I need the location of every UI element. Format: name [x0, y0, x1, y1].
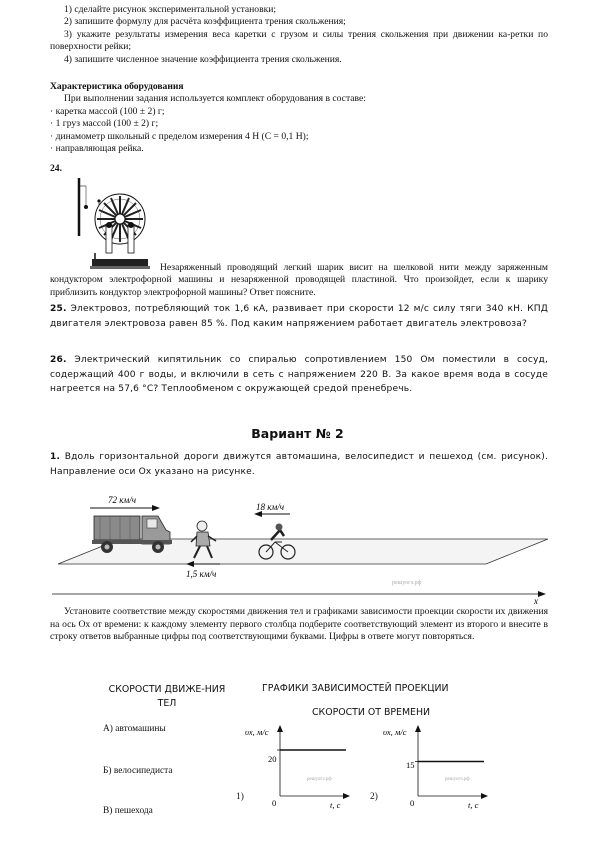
graph-2-watermark: решуогэ.рф	[445, 777, 470, 782]
graph-1-xlabel: t, с	[330, 800, 341, 810]
q24-text-body: Незаряженный проводящий легкий шарик висит на шелковой нити между заряженным кондуктором электрофорной машины и незаряженной проводящей пластиной. Что произойдет, если к шарику приблизить кондуктор электрофорной машины? Ответ поясните.	[50, 262, 548, 298]
task-item-1: 1) сделайте рисунок экспериментальной установки;	[64, 4, 277, 15]
q25-text: Электровоз, потребляющий ток 1,6 кА, развивает при скорости 12 м/с силу тяги 340 кН. КПД двигателя электровоза равен 85 %. Под каким напряжением работает двигатель электровоза?	[50, 304, 548, 329]
equipment-item: · каретка массой (100 ± 2) г;	[50, 105, 165, 117]
graph-1-number: 1)	[236, 792, 244, 802]
q1	[50, 450, 548, 479]
task-item-3: 3) укажите результаты измерения веса каретки с грузом и силы трения скольжения при движении ка-ретки по поверхности рейки;	[50, 28, 548, 53]
q1-text: Вдоль горизонтальной дороги движутся автомашина, велосипедист и пешеход (см. рисунок). Направление оси Ox указано на рисунке.	[50, 452, 548, 477]
right-column-header: ГРАФИКИ ЗАВИСИМОСТЕЙ ПРОЕКЦИИ	[262, 683, 449, 694]
graph-2-number: 2)	[370, 792, 378, 802]
equipment-item: · 1 груз массой (100 ± 2) г;	[50, 118, 159, 130]
graph-2	[380, 722, 495, 812]
q24-number: 24.	[50, 163, 62, 174]
q24-text	[50, 262, 548, 299]
scene-watermark: решуогэ.рф	[392, 580, 422, 586]
equipment-section	[50, 81, 548, 155]
left-column-header: СКОРОСТИ ДВИЖЕ-НИЯ ТЕЛ	[108, 684, 226, 709]
equipment-intro: При выполнении задания используется комплект оборудования в составе:	[64, 93, 366, 105]
graph-1	[242, 722, 357, 812]
q1-instructions: Установите соответствие между скоростями движения тел и графиками зависимости проекции скорости их движения на ось Ox от времени: к каждому элементу первого столбца подберите соответствующий элемент из второго и внесите в строку ответов выбранные цифры под соответствующими буквами. Цифры в ответе могут повторяться.	[50, 606, 548, 643]
car-speed-label: 72 км/ч	[108, 495, 136, 505]
electrophore-machine-figure	[70, 176, 156, 272]
option-c: В) пешехода	[103, 806, 153, 816]
equipment-item: · динамометр школьный с пределом измерения 4 Н (C = 0,1 Н);	[50, 130, 309, 142]
q25-number: 25.	[50, 304, 67, 314]
q25	[50, 302, 548, 331]
graph-2-origin: 0	[410, 798, 415, 808]
graph-2-ytick: 15	[406, 760, 415, 770]
equipment-heading: Характеристика оборудования	[50, 81, 184, 92]
option-a: А) автомашины	[103, 724, 166, 734]
graph-1-ylabel: υx, м/с	[245, 727, 269, 737]
equipment-item: · направляющая рейка.	[50, 143, 144, 155]
q26-number: 26.	[50, 355, 67, 365]
graph-1-watermark: решуогэ.рф	[307, 777, 332, 782]
road-scene-figure	[50, 486, 550, 604]
q1-number: 1.	[50, 452, 61, 462]
graph-1-origin: 0	[272, 798, 277, 808]
pedestrian-speed-label: 1,5 км/ч	[186, 569, 217, 579]
axis-x-label: x	[534, 596, 538, 604]
graph-2-ylabel: υx, м/с	[383, 727, 407, 737]
q26-text: Электрический кипятильник со спиралью сопротивлением 150 Ом поместили в сосуд, содержащий 400 г воды, и включили в сеть с напряжением 220 В. За какое время вода в сосуде нагреется на 57,6 °С? Теплообменом с окружающей средой пренебречь.	[50, 355, 548, 395]
right-column-subheader: СКОРОСТИ ОТ ВРЕМЕНИ	[312, 707, 431, 718]
graph-1-ytick: 20	[268, 754, 277, 764]
option-b: Б) велосипедиста	[103, 766, 173, 776]
task-list	[50, 4, 548, 66]
variant-title: Вариант № 2	[251, 426, 344, 441]
task-item-2: 2) запишите формулу для расчёта коэффициента трения скольжения;	[64, 16, 346, 28]
cyclist-speed-label: 18 км/ч	[256, 502, 284, 512]
q26	[50, 353, 548, 397]
graph-2-xlabel: t, с	[468, 800, 479, 810]
task-item-4: 4) запишите численное значение коэффициента трения скольжения.	[64, 53, 342, 65]
